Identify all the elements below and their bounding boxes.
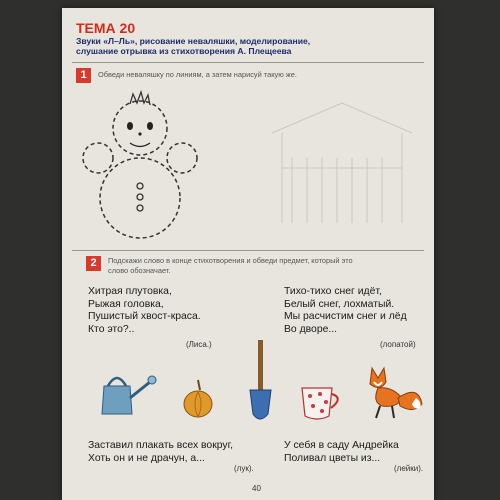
task-1-badge: 1 (76, 68, 91, 83)
riddle-watering-can-answer: (лейки). (394, 464, 424, 473)
cup-picture (298, 382, 348, 422)
workbook-page (62, 8, 434, 500)
shovel-picture (246, 338, 276, 428)
task-2-instruction-line-1: Подскажи слово в конце стихотворения и обведи предмет, который это (108, 256, 353, 265)
riddle-watering-can: У себя в саду Андрейка Поливал цветы из... (284, 440, 399, 464)
riddle-onion: Заставил плакать всех вокруг, Хоть он и не драчун, а... (88, 440, 234, 464)
subtitle-line-1: Звуки «Л–Ль», рисование неваляшки, моделирование, (76, 36, 311, 46)
riddle-fox-answer: (Лиса.) (186, 340, 212, 349)
riddle-shovel: Тихо-тихо снег идёт, Белый снег, лохматый. Мы расчистим снег и лёд Во дворе... (284, 286, 407, 335)
riddle-fox: Хитрая плутовка, Рыжая головка, Пушистый хвост-краса. Кто это?.. (88, 286, 201, 335)
doll-hair (130, 92, 150, 105)
doll-right-hand (167, 143, 197, 173)
task-2-instruction-line-2: слово обозначает. (108, 266, 171, 275)
roly-poly-doll (80, 86, 220, 246)
riddle-shovel-answer: (лопатой) (380, 340, 416, 349)
topic-title: ТЕМА 20 (76, 20, 136, 36)
task-2-instruction (108, 256, 353, 276)
doll-face (127, 122, 153, 136)
task-1-instruction: Обведи неваляшку по линиям, а затем нарисуй такую же. (98, 70, 297, 79)
doll-buttons (137, 183, 143, 211)
onion-picture (178, 378, 218, 422)
task-divider (72, 250, 424, 251)
watering-can-picture (92, 368, 162, 418)
doll-smile (130, 143, 150, 147)
doll-left-hand (83, 143, 113, 173)
fox-picture (352, 364, 424, 424)
task-2-badge: 2 (86, 256, 101, 271)
riddle-onion-answer: (лук). (234, 464, 254, 473)
subtitle-line-2: слушание отрывка из стихотворения А. Плещеева (76, 46, 292, 56)
doll-body (100, 158, 180, 238)
page-number: 40 (252, 484, 261, 493)
